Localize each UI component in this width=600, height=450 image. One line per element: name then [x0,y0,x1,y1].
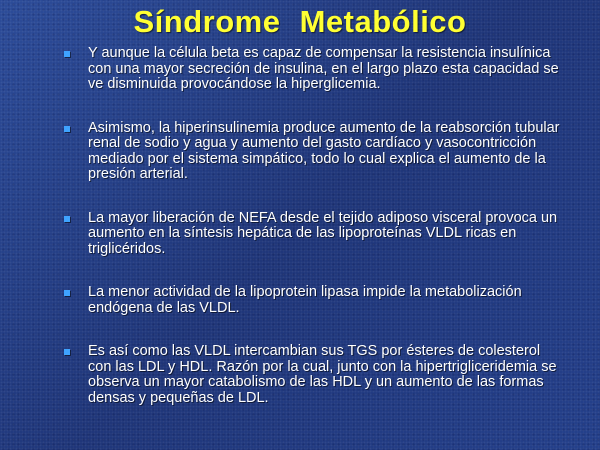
bullet-text: La mayor liberación de NEFA desde el tejido adiposo visceral provoca un aumento en la síntesis hepática de las lipoproteínas VLDL ricas en triglicéridos. [88,209,558,257]
bullet-item [58,344,566,406]
square-bullet-icon [64,51,70,57]
slide-title: Síndrome Metabólico [133,4,467,39]
square-bullet-icon [64,349,70,355]
bullet-item [58,211,566,258]
bullet-text: Y aunque la célula beta es capaz de compensar la resistencia insulínica con una mayor secreción de insulina, en el largo plazo esta capacidad se ve disminuida provocándose la hiperglicemia. [88,45,559,92]
bullet-text: La menor actividad de la lipoprotein lipasa impide la metabolización endógena de las VLDL. [88,284,522,316]
bullet-list [58,46,566,434]
bullet-item [58,46,566,93]
square-bullet-icon [64,290,70,296]
square-bullet-icon [64,216,70,222]
square-bullet-icon [64,126,70,132]
bullet-text: Es así como las VLDL intercambian sus TGS por ésteres de colesterol con las LDL y HDL. Razón por la cual, junto con la hipertrigliceridemia se observa un mayor catabolismo de las HDL y un aumento de las formas densas y pequeñas de LDL. [88,343,557,406]
bullet-text: Asimismo, la hiperinsulinemia produce aumento de la reabsorción tubular renal de sodio y agua y aumento del gasto cardíaco y vasocontricción mediado por el sistema simpático, todo lo cual explica el aumento de la presión arterial. [88,119,560,182]
bullet-item [58,285,566,316]
bullet-item [58,121,566,183]
